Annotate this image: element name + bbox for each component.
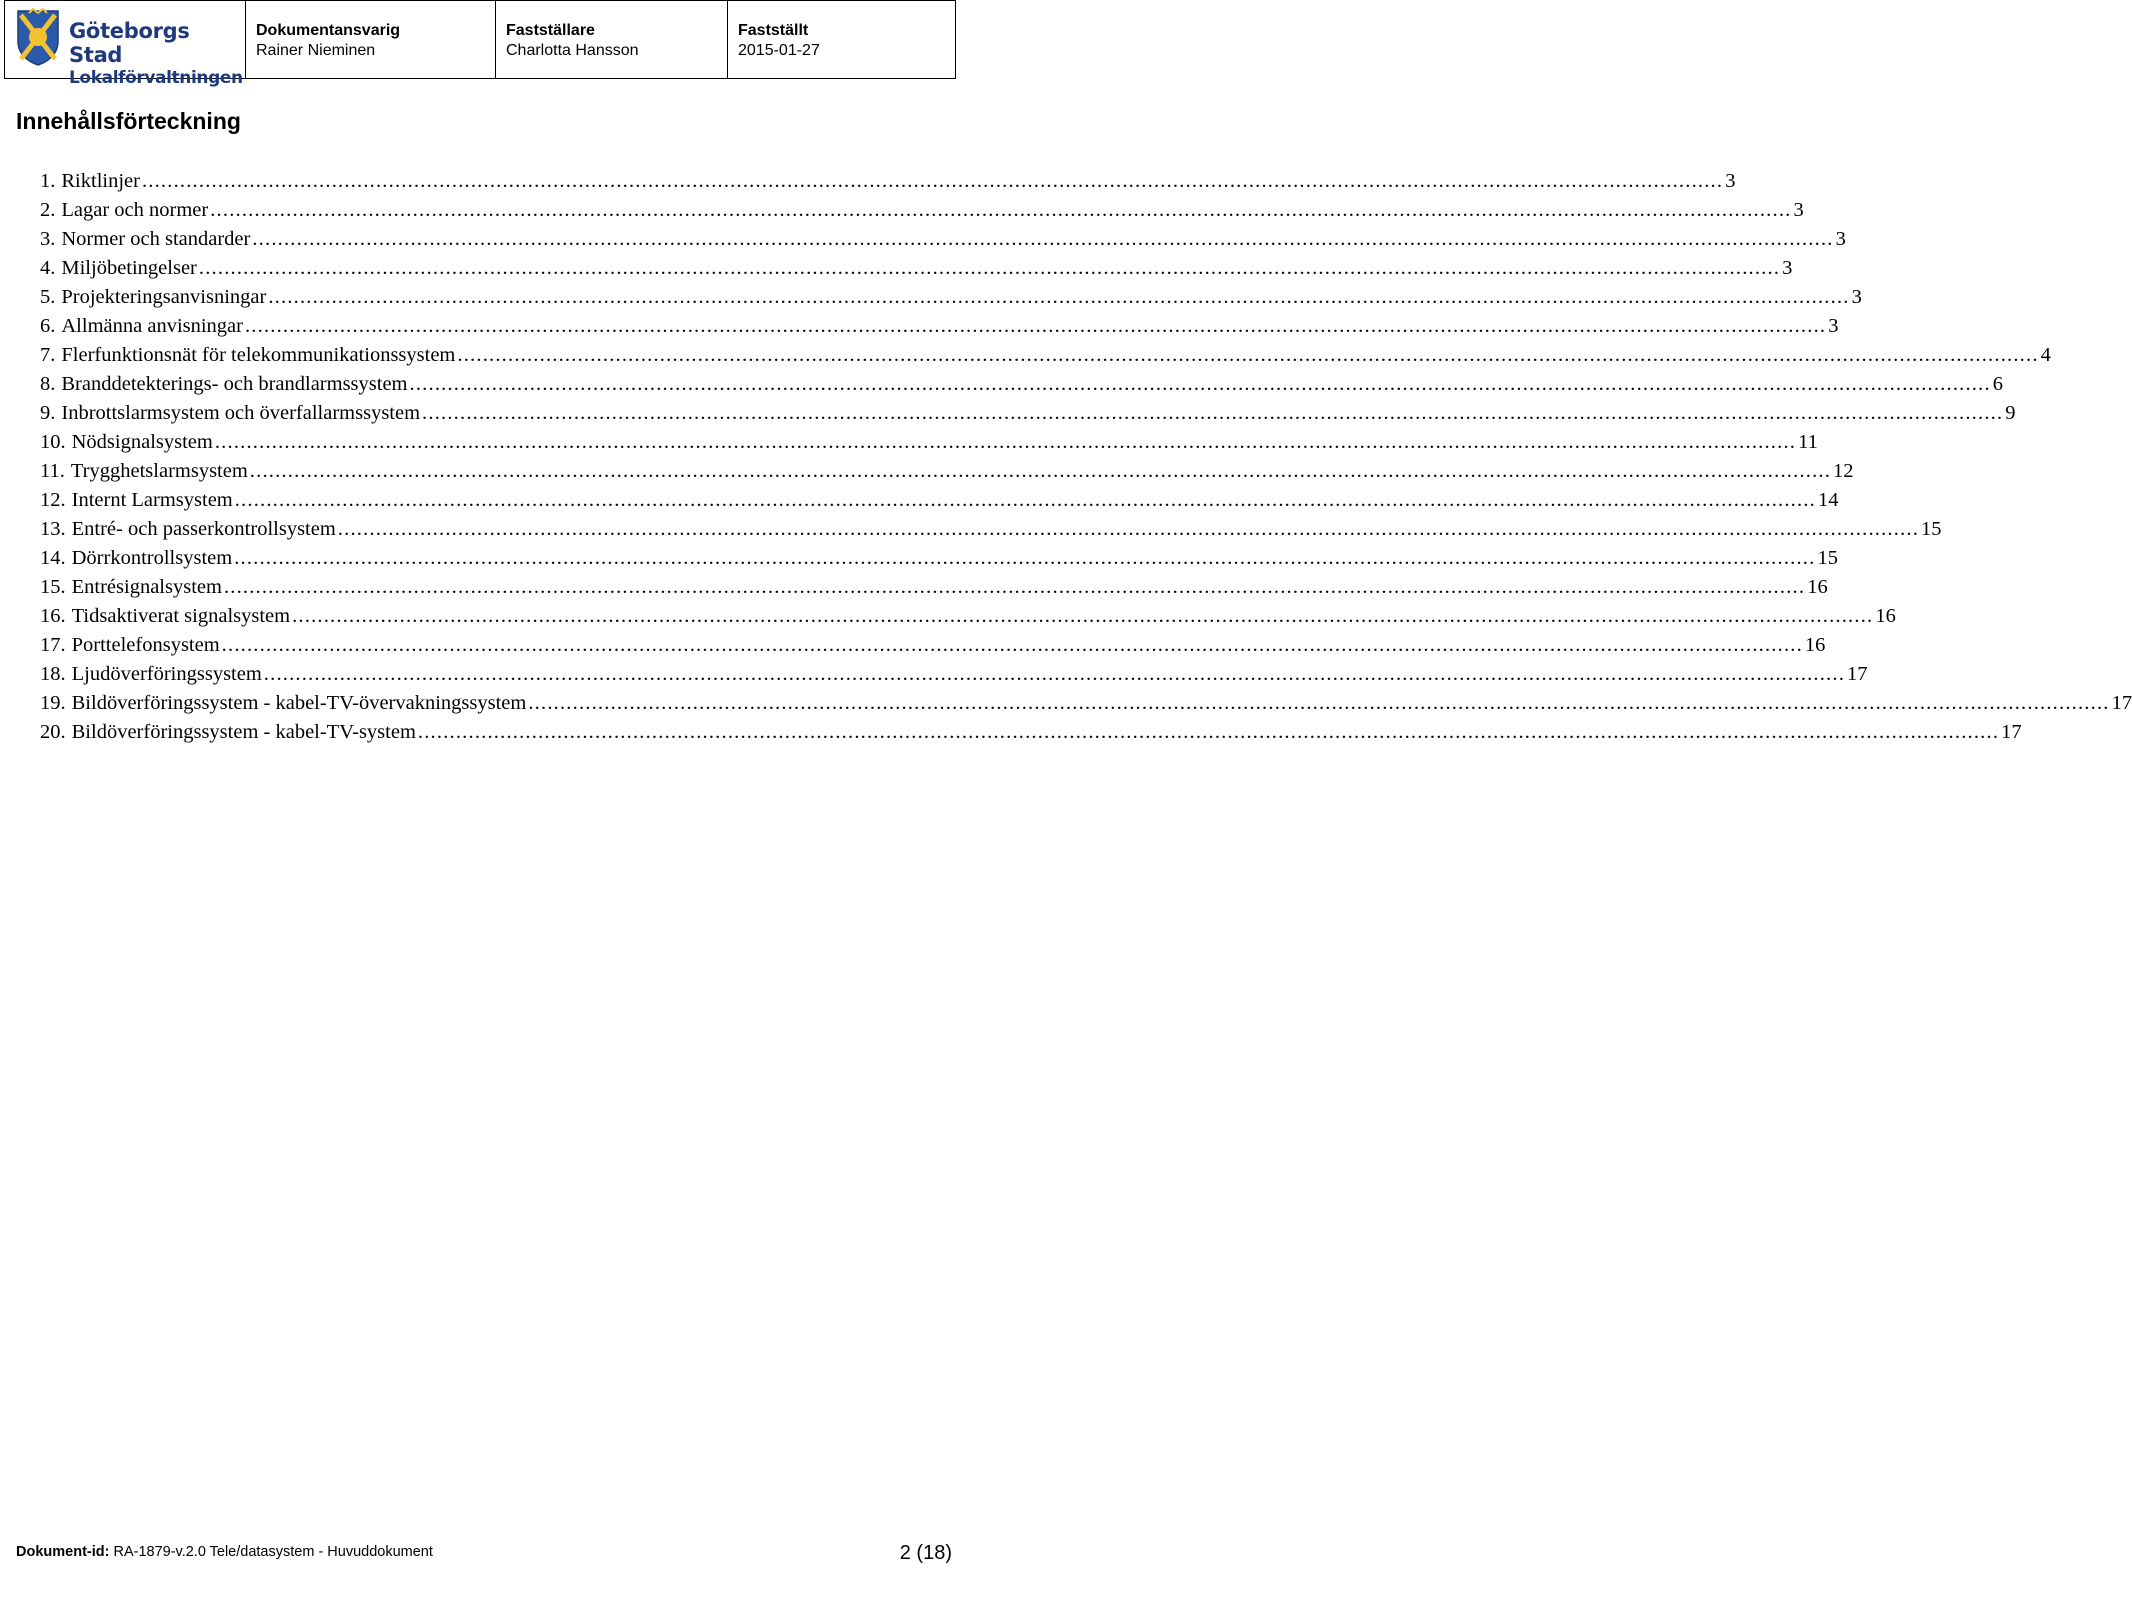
toc-title: Innehållsförteckning	[16, 108, 241, 134]
approver-cell	[495, 1, 727, 78]
toc-entry-leader	[235, 486, 1816, 515]
toc-entry-page: 17	[2111, 692, 2132, 714]
table-of-contents	[40, 167, 2132, 747]
toc-entry[interactable]	[40, 660, 1868, 689]
toc-entry-leader	[222, 631, 1803, 660]
toc-entry-label: Internt Larmsystem	[71, 489, 233, 511]
toc-entry[interactable]	[40, 225, 1846, 254]
toc-entry-number: 8.	[40, 373, 56, 395]
toc-entry-leader	[250, 457, 1831, 486]
toc-entry-leader	[528, 689, 2109, 718]
toc-entry-leader	[264, 660, 1845, 689]
approver-label: Fastställare	[506, 22, 595, 39]
toc-entry-number: 2.	[40, 199, 56, 221]
toc-entry-page: 17	[1847, 663, 1868, 685]
toc-entry-label: Miljöbetingelser	[61, 257, 197, 279]
toc-entry-label: Projekteringsanvisningar	[61, 286, 267, 308]
toc-entry-page: 15	[1817, 547, 1838, 569]
toc-entry-number: 6.	[40, 315, 56, 337]
city-crest-icon	[15, 7, 61, 67]
document-id	[16, 1544, 433, 1560]
toc-entry-leader	[292, 602, 1873, 631]
toc-entry[interactable]	[40, 544, 1838, 573]
toc-entry-number: 7.	[40, 344, 56, 366]
toc-entry[interactable]	[40, 718, 2022, 747]
toc-entry-leader	[199, 254, 1780, 283]
toc-entry-page: 15	[1921, 518, 1942, 540]
org-name	[69, 19, 245, 89]
toc-entry-number: 9.	[40, 402, 56, 424]
toc-entry-label: Inbrottslarmsystem och överfallarmssystem	[61, 402, 421, 424]
toc-entry[interactable]	[40, 602, 1896, 631]
toc-entry-page: 4	[2040, 344, 2051, 366]
toc-entry-number: 18.	[40, 663, 66, 685]
toc-entry-number: 19.	[40, 692, 66, 714]
toc-entry[interactable]	[40, 167, 1736, 196]
toc-entry-page: 6	[1992, 373, 2004, 395]
toc-entry-leader	[268, 283, 1849, 312]
document-header	[4, 0, 956, 88]
toc-entry-number: 20.	[40, 721, 66, 743]
toc-entry[interactable]	[40, 312, 1839, 341]
approver-value: Charlotta Hansson	[506, 42, 639, 59]
toc-entry-label: Entré- och passerkontrollsystem	[71, 518, 336, 540]
approved-value: 2015-01-27	[738, 42, 820, 59]
toc-entry-label: Dörrkontrollsystem	[71, 547, 233, 569]
toc-entry[interactable]	[40, 341, 2051, 370]
toc-entry-page: 16	[1804, 634, 1826, 656]
responsible-label: Dokumentansvarig	[256, 22, 401, 39]
approved-date-cell	[727, 1, 955, 78]
toc-entry-page: 3	[1835, 228, 1846, 250]
toc-entry-label: Bildöverföringssystem - kabel-TV-övervakningssystem	[71, 692, 527, 714]
toc-entry-label: Porttelefonsystem	[71, 634, 220, 656]
toc-entry-label: Entrésignalsystem	[71, 576, 222, 598]
org-name-line1: Göteborgs Stad	[69, 19, 190, 67]
toc-entry-number: 11.	[40, 460, 65, 482]
toc-entry-leader	[142, 167, 1723, 196]
toc-entry-page: 3	[1725, 170, 1736, 192]
toc-entry[interactable]	[40, 457, 1854, 486]
toc-entry[interactable]	[40, 573, 1828, 602]
toc-entry[interactable]	[40, 631, 1826, 660]
toc-entry-leader	[252, 225, 1833, 254]
toc-entry-label: Bildöverföringssystem - kabel-TV-system	[71, 721, 416, 743]
toc-entry-page: 12	[1833, 460, 1854, 482]
toc-entry-number: 13.	[40, 518, 66, 540]
toc-entry-page: 16	[1807, 576, 1828, 598]
toc-entry-number: 17.	[40, 634, 66, 656]
toc-entry-number: 1.	[40, 170, 56, 192]
toc-entry-page: 3	[1782, 257, 1793, 279]
toc-entry-label: Nödsignalsystem	[71, 431, 213, 453]
toc-entry-number: 10.	[40, 431, 66, 453]
toc-entry-page: 14	[1817, 489, 1839, 511]
page-number: 2 (18)	[899, 1542, 952, 1564]
toc-entry-label: Allmänna anvisningar	[61, 315, 243, 337]
toc-entry-page: 11	[1798, 431, 1818, 453]
toc-entry-label: Trygghetslarmsystem	[70, 460, 248, 482]
toc-entry-number: 14.	[40, 547, 66, 569]
toc-entry-leader	[422, 399, 2003, 428]
document-id-label: Dokument-id:	[16, 1544, 110, 1560]
toc-entry-number: 5.	[40, 286, 56, 308]
approved-label: Fastställt	[738, 22, 809, 39]
toc-entry[interactable]	[40, 254, 1793, 283]
toc-entry[interactable]	[40, 689, 2132, 718]
toc-entry-leader	[338, 515, 1919, 544]
toc-entry-label: Tidsaktiverat signalsystem	[71, 605, 291, 627]
toc-entry-leader	[215, 428, 1796, 457]
responsible-value: Rainer Nieminen	[256, 42, 376, 59]
toc-entry[interactable]	[40, 399, 2016, 428]
toc-entry-page: 3	[1851, 286, 1862, 308]
toc-entry-leader	[418, 718, 1999, 747]
org-name-line2: Lokalförvaltningen	[69, 68, 243, 88]
toc-entry-leader	[224, 573, 1805, 602]
toc-entry-leader	[245, 312, 1826, 341]
toc-entry-label: Ljudöverföringssystem	[71, 663, 262, 685]
toc-entry[interactable]	[40, 428, 1818, 457]
toc-entry-leader	[410, 370, 1991, 399]
toc-entry-number: 15.	[40, 576, 66, 598]
toc-entry-label: Normer och standarder	[61, 228, 251, 250]
toc-entry[interactable]	[40, 515, 1942, 544]
toc-entry-number: 12.	[40, 489, 66, 511]
toc-entry-page: 3	[1793, 199, 1804, 221]
toc-entry-label: Flerfunktionsnät för telekommunikationssystem	[61, 344, 456, 366]
toc-entry[interactable]	[40, 370, 2004, 399]
toc-entry-page: 16	[1875, 605, 1896, 627]
logo-cell	[5, 1, 245, 88]
toc-entry-label: Branddetekterings- och brandlarmssystem	[61, 373, 408, 395]
toc-entry-label: Lagar och normer	[61, 199, 209, 221]
toc-entry[interactable]	[40, 196, 1804, 225]
toc-entry[interactable]	[40, 283, 1862, 312]
toc-entry-leader	[234, 544, 1815, 573]
toc-entry-number: 3.	[40, 228, 56, 250]
toc-entry-number: 16.	[40, 605, 66, 627]
toc-entry-leader	[457, 341, 2038, 370]
toc-entry-page: 3	[1828, 315, 1839, 337]
toc-entry-page: 9	[2005, 402, 2016, 424]
toc-entry-leader	[210, 196, 1791, 225]
toc-entry-label: Riktlinjer	[61, 170, 140, 192]
toc-entry-page: 17	[2001, 721, 2022, 743]
responsible-cell	[245, 1, 495, 78]
toc-entry[interactable]	[40, 486, 1839, 515]
toc-entry-number: 4.	[40, 257, 56, 279]
document-id-value: RA-1879-v.2.0 Tele/datasystem - Huvuddokument	[113, 1544, 433, 1560]
